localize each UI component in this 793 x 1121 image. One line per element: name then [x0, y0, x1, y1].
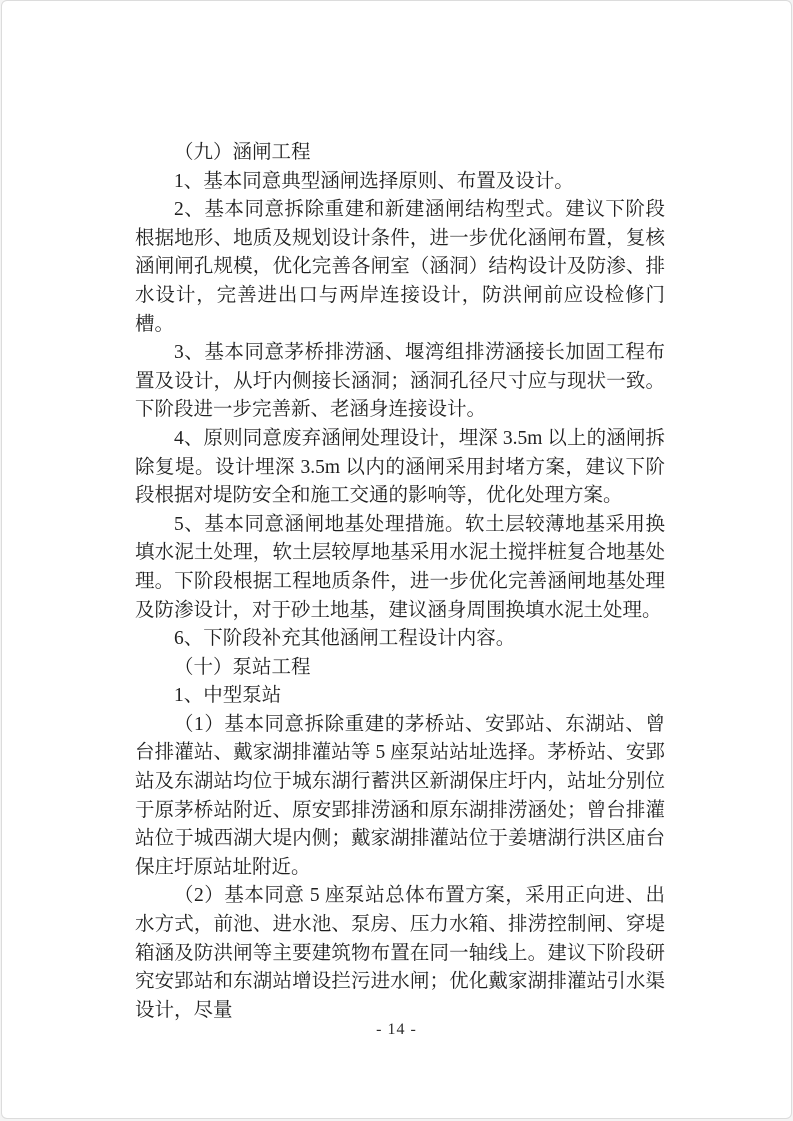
paragraph-item-5: 5、基本同意涵闸地基处理措施。软土层较薄地基采用换填水泥土处理，软土层较厚地基采用水泥土搅拌桩复合地基处理。下阶段根据工程地质条件，进一步优化完善涵闸地基处理及防渗设计，对于砂土地基，建议涵身周围换填水泥土处理。: [135, 513, 665, 621]
section-heading-10: （十）泵站工程: [174, 656, 311, 678]
section-heading-9: （九）涵闸工程: [174, 142, 311, 163]
sub-heading-medium-pump-stations: 1、中型泵站: [174, 685, 282, 707]
paragraph-item-p2: （2）基本同意 5 座泵站总体布置方案，采用正向进、出水方式，前池、进水池、泵房、压力水箱、排涝控制闸、穿堤箱涵及防洪闸等主要建筑物布置在同一轴线上。建议下阶段研究安郢站和东湖站增设拦污进水闸；优化戴家湖排灌站引水渠设计，尽量: [135, 885, 665, 1021]
document-page: [1, 0, 792, 1119]
paragraph-item-1: 1、基本同意典型涵闸选择原则、布置及设计。: [174, 170, 574, 192]
paragraph-item-6: 6、下阶段补充其他涵闸工程设计内容。: [174, 628, 516, 650]
paragraph-item-2: 2、基本同意拆除重建和新建涵闸结构型式。建议下阶段根据地形、地质及规划设计条件，进一步优化涵闸布置，复核涵闸闸孔规模，优化完善各闸室（涵洞）结构设计及防渗、排水设计，完善进出口与两岸连接设计，防洪闸前应设检修门槽。: [135, 199, 665, 335]
page-number: - 14 -: [376, 1021, 417, 1038]
paragraph-item-3: 3、基本同意茅桥排涝涵、堰湾组排涝涵接长加固工程布置及设计，从圩内侧接长涵洞；涵洞孔径尺寸应与现状一致。下阶段进一步完善新、老涵身连接设计。: [135, 342, 665, 421]
paragraph-item-p1: （1）基本同意拆除重建的茅桥站、安郢站、东湖站、曾台排灌站、戴家湖排灌站等 5 座泵站站址选择。茅桥站、安郢站及东湖站均位于城东湖行蓄洪区新湖保庄圩内，站址分别位于原茅桥站附近、原安郢排涝涵和原东湖排涝涵处；曾台排灌站位于城西湖大堤内侧；戴家湖排灌站位于姜塘湖行洪区庙台保庄圩原站址附近。: [135, 713, 665, 878]
document-body: [135, 139, 665, 1025]
paragraph-item-4: 4、原则同意废弃涵闸处理设计，埋深 3.5m 以上的涵闸拆除复堤。设计埋深 3.5m 以内的涵闸采用封堵方案，建议下阶段根据对堤防安全和施工交通的影响等，优化处理方案。: [135, 427, 665, 507]
